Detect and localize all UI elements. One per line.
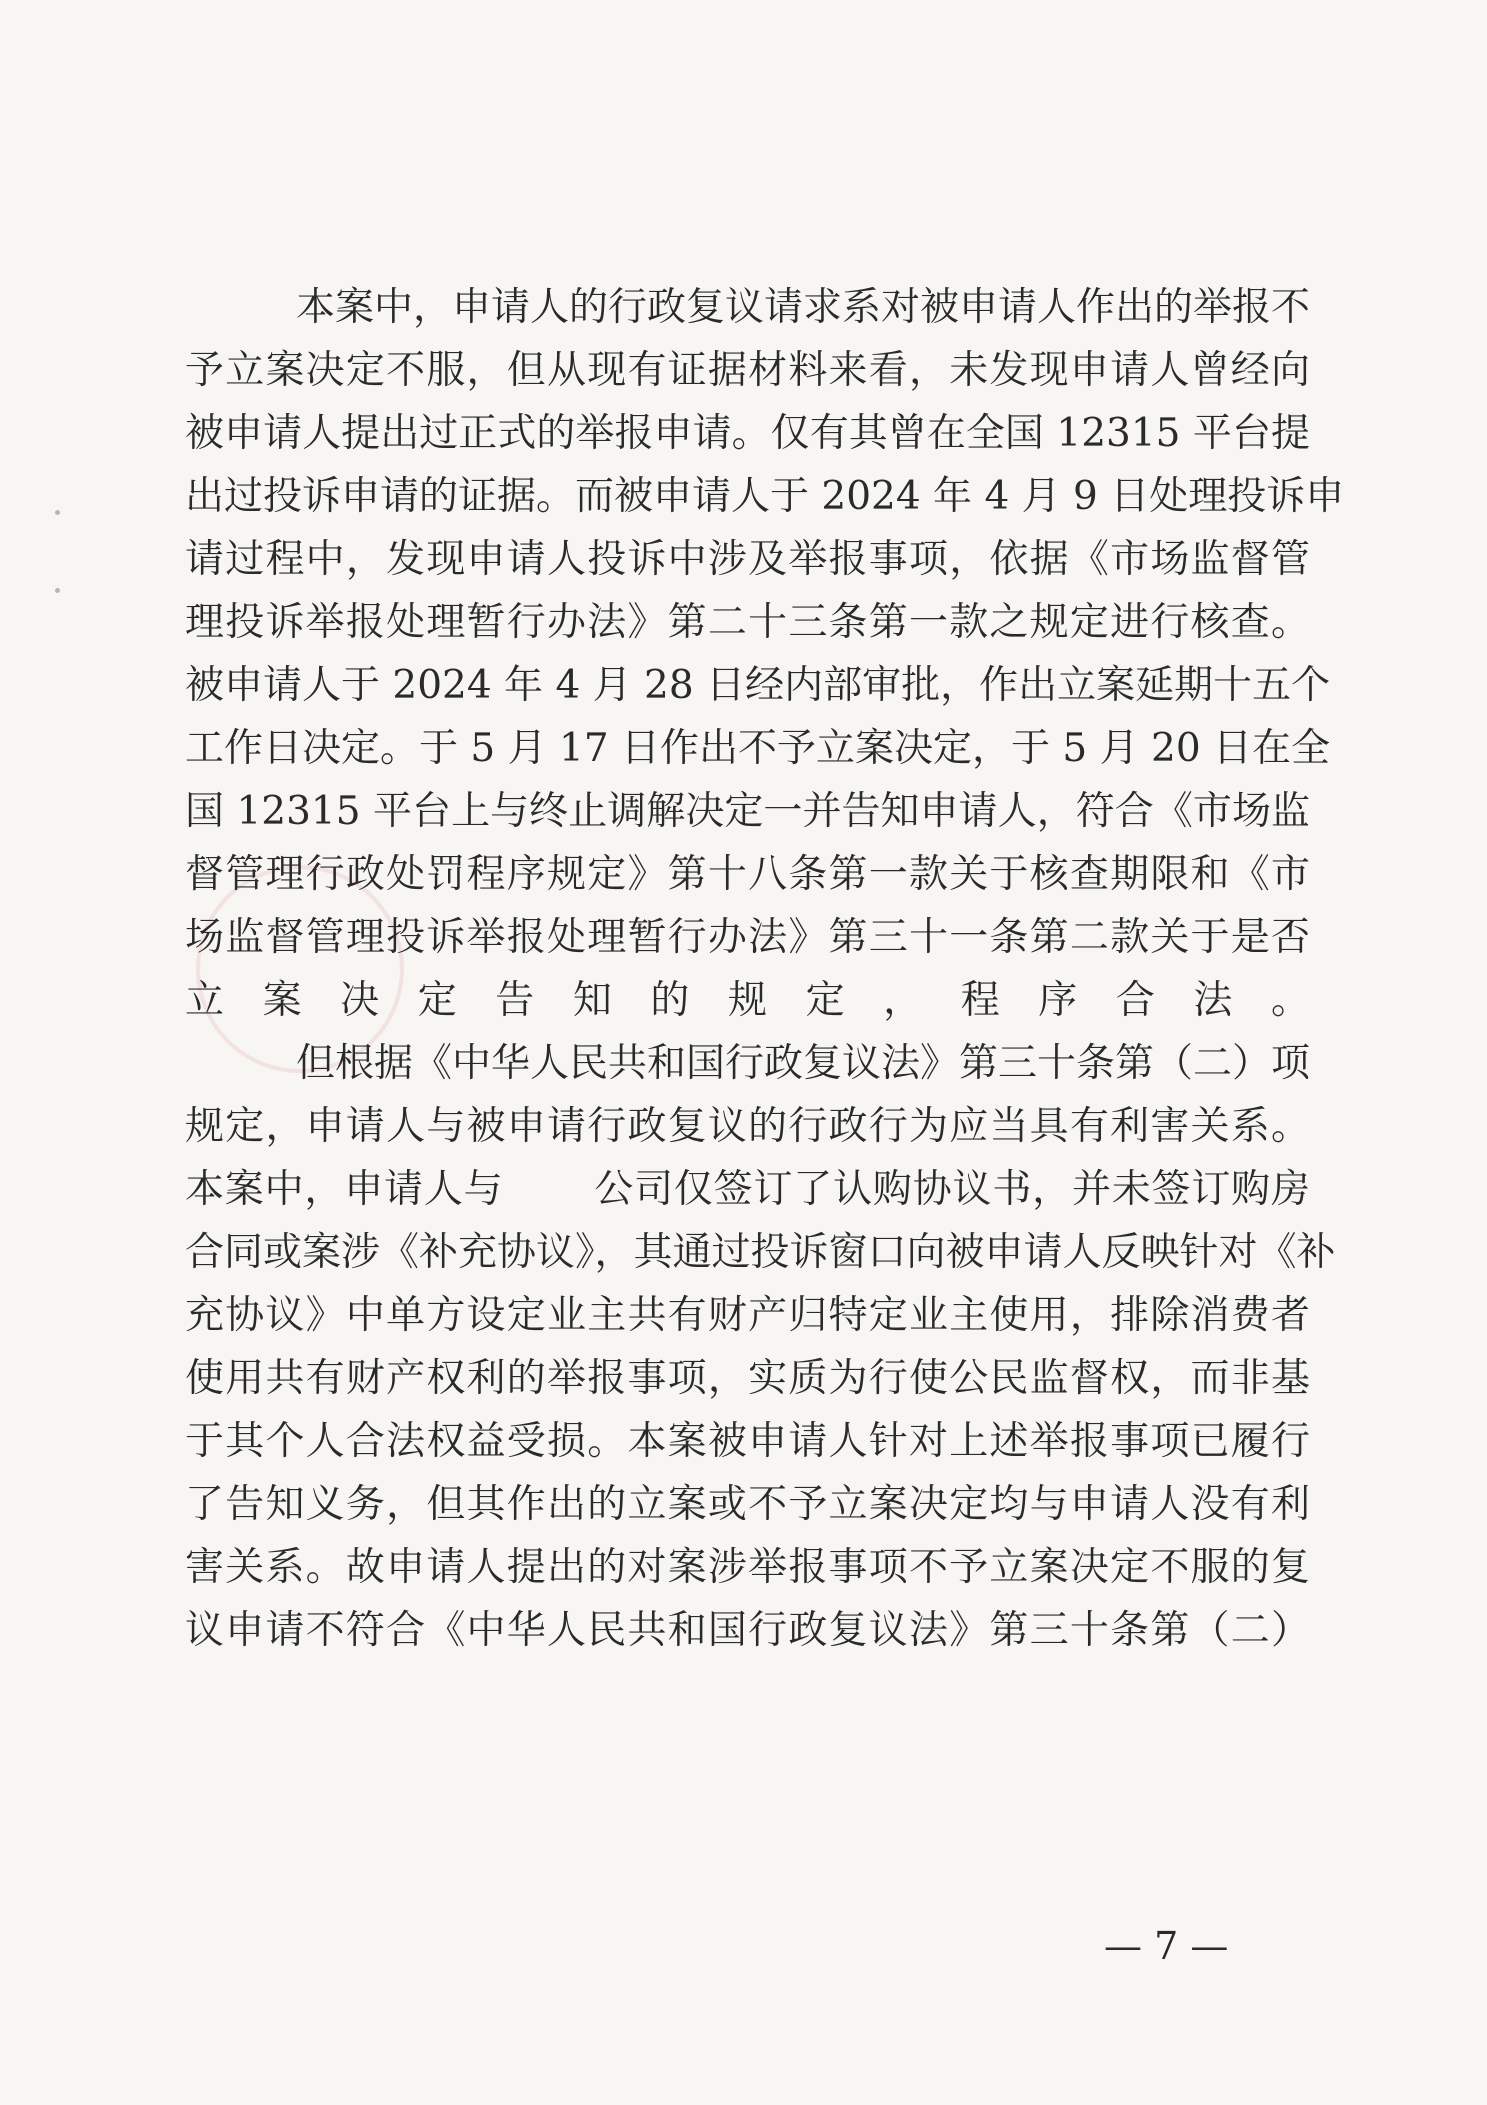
text-line: 被申请人提出过正式的举报申请。仅有其曾在全国 12315 平台提 <box>185 411 1310 456</box>
text-line: 议申请不符合《中华人民共和国行政复议法》第三十条第（二） <box>185 1608 1310 1653</box>
text-line: 充协议》中单方设定业主共有财产归特定业主使用，排除消费者 <box>185 1293 1310 1338</box>
margin-mark <box>55 510 60 515</box>
text-line: 使用共有财产权利的举报事项，实质为行使公民监督权，而非基 <box>185 1356 1310 1401</box>
text-line: 本案中，申请人的行政复议请求系对被申请人作出的举报不 <box>296 285 1311 330</box>
text-fragment: 本案中，申请人与 <box>185 1167 504 1212</box>
text-line: 工作日决定。于 5 月 17 日作出不予立案决定，于 5 月 20 日在全 <box>185 726 1331 771</box>
text-line: 理投诉举报处理暂行办法》第二十三条第一款之规定进行核查。 <box>185 600 1310 645</box>
text-line: 害关系。故申请人提出的对案涉举报事项不予立案决定不服的复 <box>185 1545 1310 1590</box>
text-line: 了告知义务，但其作出的立案或不予立案决定均与申请人没有利 <box>185 1482 1310 1527</box>
text-line: 规定，申请人与被申请行政复议的行政行为应当具有利害关系。 <box>185 1104 1310 1149</box>
text-line: 督管理行政处罚程序规定》第十八条第一款关于核查期限和《市 <box>185 852 1310 897</box>
text-line-with-redaction <box>185 1164 1310 1216</box>
text-line: 请过程中，发现申请人投诉中涉及举报事项，依据《市场监督管 <box>185 537 1310 582</box>
page-number: — 7 — <box>1104 1924 1229 1968</box>
text-line: 但根据《中华人民共和国行政复议法》第三十条第（二）项 <box>296 1041 1311 1086</box>
text-fragment: 公司仅签订了认购协议书，并未签订购房 <box>593 1167 1310 1212</box>
text-line: 合同或案涉《补充协议》，其通过投诉窗口向被申请人反映针对《补 <box>185 1230 1336 1275</box>
text-line: 国 12315 平台上与终止调解决定一并告知申请人，符合《市场监 <box>185 789 1310 834</box>
margin-mark <box>55 588 60 593</box>
text-line: 于其个人合法权益受损。本案被申请人针对上述举报事项已履行 <box>185 1419 1310 1464</box>
text-line: 出过投诉申请的证据。而被申请人于 2024 年 4 月 9 日处理投诉申 <box>185 474 1345 519</box>
text-line: 被申请人于 2024 年 4 月 28 日经内部审批，作出立案延期十五个 <box>185 663 1331 708</box>
text-line: 立案决定告知的规定，程序合法。 <box>185 978 1310 1023</box>
text-line: 场监督管理投诉举报处理暂行办法》第三十一条第二款关于是否 <box>185 915 1310 960</box>
text-line: 予立案决定不服，但从现有证据材料来看，未发现申请人曾经向 <box>185 348 1310 393</box>
